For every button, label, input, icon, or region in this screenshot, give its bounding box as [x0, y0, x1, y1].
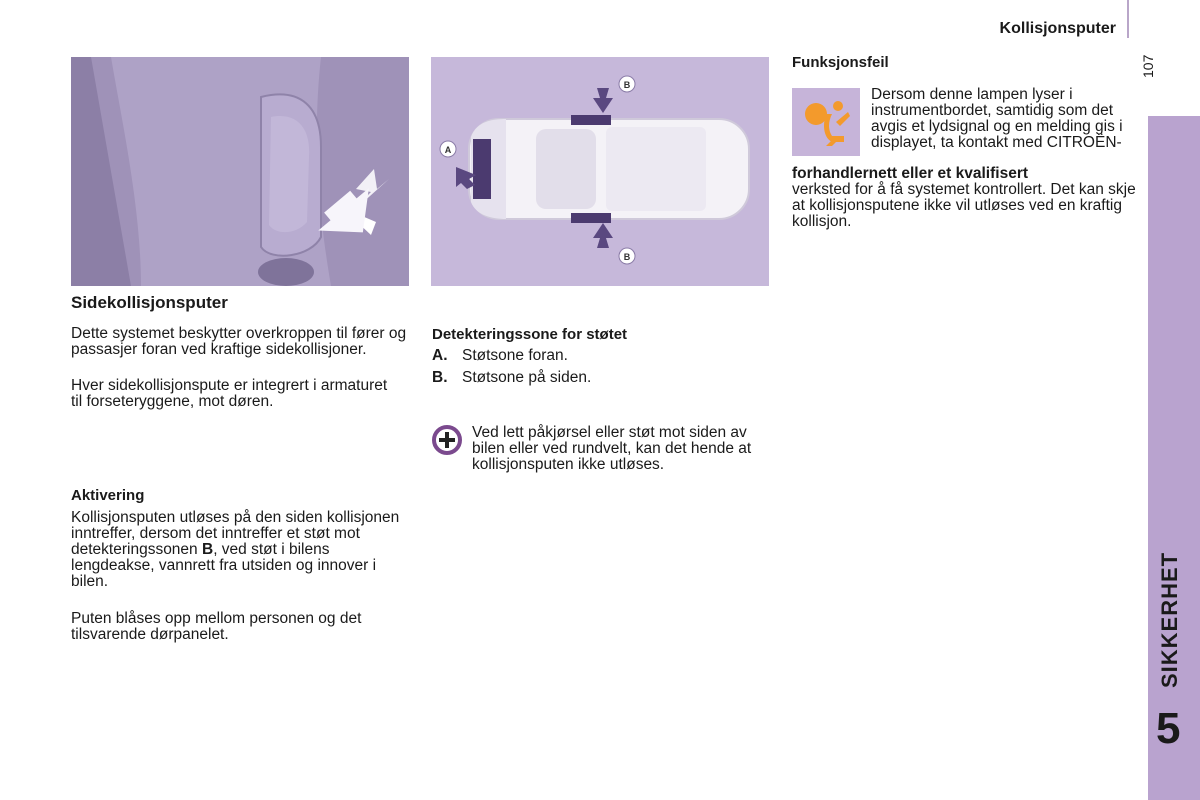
section-title: Sidekollisjonsputer	[71, 293, 228, 312]
warning-bold-line: forhandlernett eller et kvalifisert	[792, 165, 1029, 182]
zone-text-a: Støtsone foran.	[462, 347, 568, 364]
diagram-label-b-top: B	[623, 80, 631, 90]
header-divider	[1127, 0, 1129, 38]
plus-note-icon	[432, 425, 462, 455]
warning-continuation	[792, 166, 1142, 230]
zone-letter-a: A.	[432, 347, 448, 364]
activation-text-b: , ved støt i bilens lengdeakse, vannrett fra utsiden og innover i bilen.	[71, 541, 377, 590]
airbag-warning-icon	[792, 88, 860, 156]
malfunction-heading: Funksjonsfeil	[792, 54, 889, 71]
activation-heading: Aktivering	[71, 487, 145, 504]
car-detection-zones-diagram	[431, 57, 769, 286]
intro-paragraph-1: Dette systemet beskytter overkroppen til fører og passasjer foran ved kraftige sidekollisjoner.	[71, 325, 407, 358]
warning-rest: verksted for å få systemet kontrollert. Det kan skje at kollisjonsputene ikke vil utløses ved en kraftig kollisjon.	[792, 181, 1136, 230]
page-header-title: Kollisjonsputer	[999, 20, 1116, 37]
chapter-number: 5	[1156, 704, 1181, 753]
detection-zone-heading: Detekteringssone for støtet	[432, 326, 628, 343]
warning-text: Dersom denne lampen lyser i instrumentbordet, samtidig som det avgis et lydsignal og en melding gis i displayet, ta kontakt med CITROËN-	[871, 86, 1123, 151]
seat-airbag-illustration	[71, 57, 409, 286]
chapter-tab-label: SIKKERHET	[1157, 551, 1182, 688]
activation-paragraph-2: Puten blåses opp mellom personen og det tilsvarende dørpanelet.	[71, 610, 362, 643]
chapter-tab	[1148, 116, 1200, 800]
diagram-label-b-bottom: B	[623, 252, 631, 262]
activation-text-a: Kollisjonsputen utløses på den siden kollisjonen inntreffer, dersom det inntreffer et støt mot detekteringssonen	[71, 509, 400, 558]
diagram-label-a: A	[444, 145, 452, 155]
note-text: Ved lett påkjørsel eller støt mot siden av bilen eller ved rundvelt, kan det hende at kollisjonsputen ikke utløses.	[472, 424, 752, 473]
zone-item-a	[432, 346, 568, 366]
activation-paragraph-1	[71, 510, 411, 590]
page-number: 107	[1140, 54, 1156, 78]
zone-text-b: Støtsone på siden.	[462, 369, 592, 386]
zone-letter-b: B.	[432, 369, 448, 386]
activation-zone-letter: B	[201, 541, 214, 558]
intro-paragraph-2: Hver sidekollisjonspute er integrert i armaturet til forseteryggene, mot døren.	[71, 377, 388, 410]
zone-item-b	[432, 368, 591, 388]
